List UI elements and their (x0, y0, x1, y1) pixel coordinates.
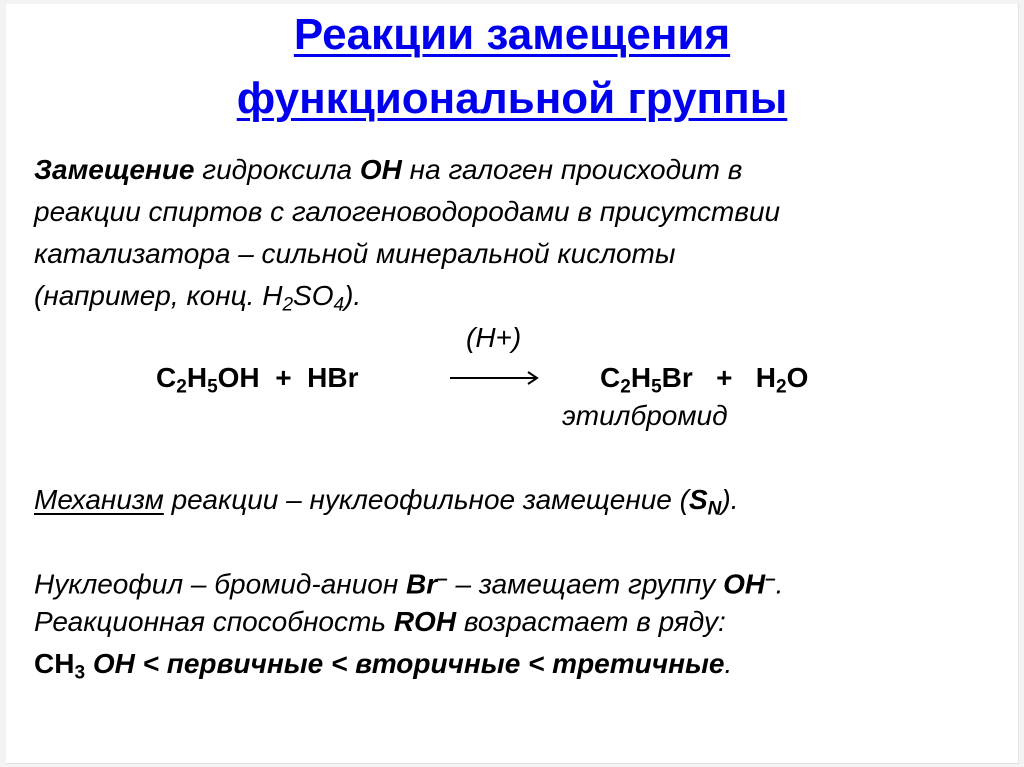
products: $C_2H_5Br + H_2O$ (600, 362, 809, 398)
reactivity-series: $CH_3$ OH < первичные < вторичные < третичные. (34, 648, 733, 684)
reactants: $C_2H_5OH$ + HBr (156, 362, 359, 398)
nucleophile-line1: Нуклеофил – бромид-анион Br– – замещает группу OH–. (34, 568, 784, 600)
para1-line2: реакции спиртов с галогеноводородами в присутствии (34, 196, 781, 227)
catalyst-label: (H+) (466, 322, 522, 353)
roh-formula: ROH (393, 606, 457, 637)
para1-line1: Замещение гидроксила OH на галоген происходит в (34, 154, 743, 185)
nucleophile-line2: Реакционная способность ROH возрастает в ряду: (34, 606, 726, 637)
para1-line4: (например, конц. $H_2SO_4$). (34, 280, 362, 316)
para1-line3: катализатора – сильной минеральной кислоты (34, 238, 676, 269)
right-arrow-icon (448, 368, 540, 388)
hydroxide-formula: OH (723, 568, 766, 600)
bromide-formula: Br (406, 568, 438, 600)
slide-title-line2: функциональной группы (236, 74, 788, 123)
mechanism-line: Механизм реакции – нуклеофильное замещение $(S_N)$. (34, 484, 739, 520)
hydroxyl-formula: OH (359, 154, 402, 185)
term-substitution: Замещение (34, 154, 195, 185)
slide-title-line1: Реакции замещения (293, 10, 731, 59)
product-name: этилбромид (562, 400, 728, 431)
mechanism-term: Механизм (34, 484, 164, 515)
